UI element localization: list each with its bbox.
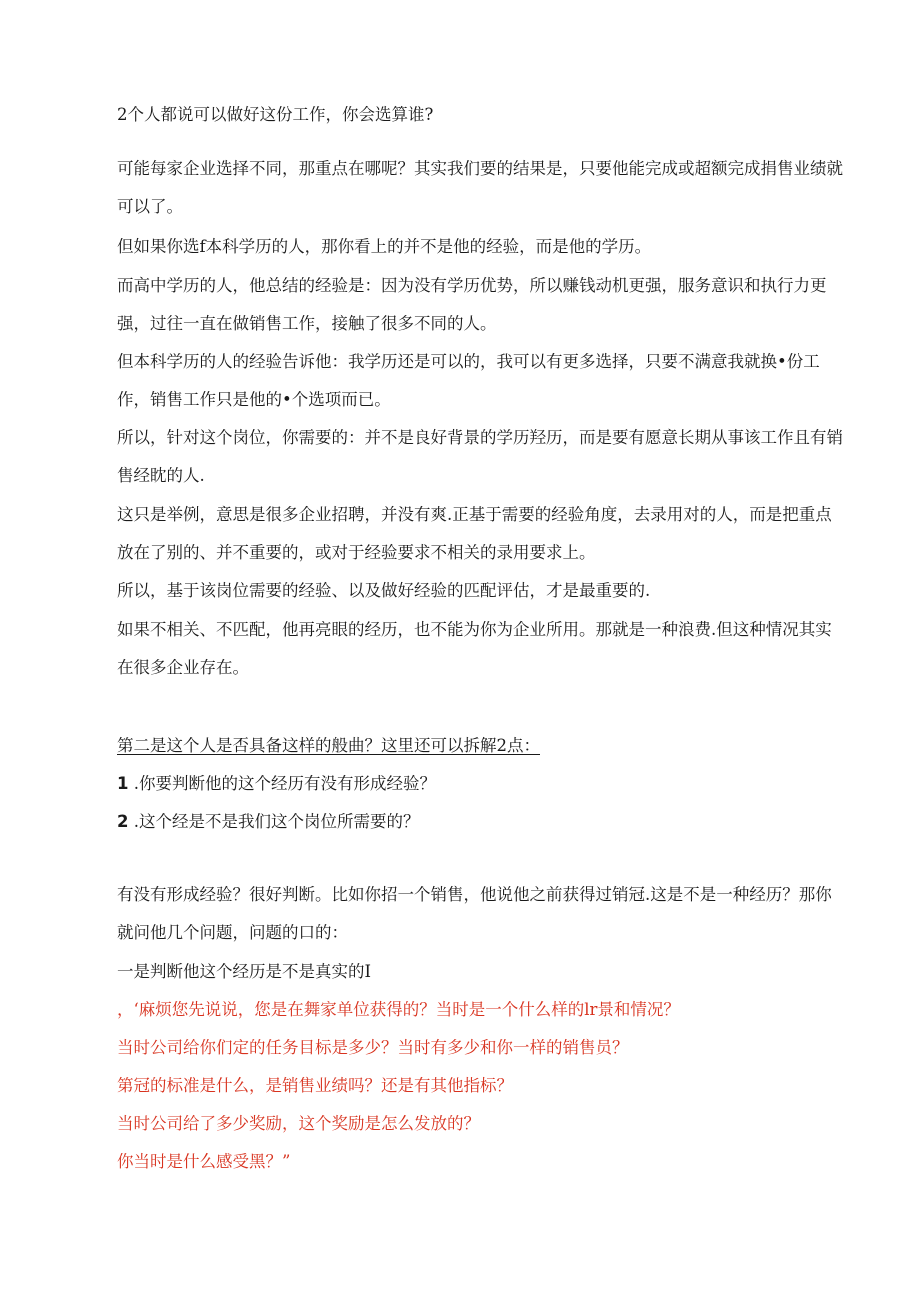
question-line-3: 第冠的标准是什么，是销售业绩吗？还是有其他指标？ <box>117 1076 513 1095</box>
paragraph-4: 但本科学历的人的经验告诉他：我学历还是可以的，我可以有更多选择，只要不满意我就换•份工作，销售工作只是他的•个选项而已。 <box>117 352 820 409</box>
question-line-1: ，‘麻烦您先说说，您是在舞家单位获得的？当时是一个什么样的lr景和情况？ <box>117 1000 680 1019</box>
question-heading: 2个人都说可以做好这份工作，你会选算谁? <box>117 105 434 124</box>
paragraph-8: 如果不相关、不匹配，他再亮眼的经历，也不能为你为企业所用。那就是一种浪费.但这种情况其实在很多企业存在。 <box>117 620 832 677</box>
question-line-5: 你当时是什么感受黑？” <box>117 1152 291 1171</box>
question-line-2: 当时公司给你们定的任务目标是多少？当时有多少和你一样的销售员？ <box>117 1038 629 1057</box>
list-item-2 <box>117 803 847 841</box>
paragraph-1: 可能每家企业选择不同，那重点在哪呢？其实我们要的结果是，只要他能完成或超额完成捐售业绩就可以了。 <box>117 159 843 216</box>
paragraph-3: 而高中学历的人，他总结的经验是：因为没有学历优势，所以赚钱动机更强，服务意识和执行力更强，过往一直在做销售工作，接触了很多不同的人。 <box>117 276 827 333</box>
sub-heading: 一是判断他这个经历是不是真实的I <box>117 962 372 981</box>
paragraph-6: 这只是举例，意思是很多企业招聘，并没有爽.正基于需要的经验角度，去录用对的人，而是把重点放在了别的、并不重要的，或对于经验要求不相关的录用要求上。 <box>117 505 832 562</box>
paragraph-5: 所以，针对这个岗位，你需要的：并不是良好背景的学历羟历，而是要有愿意长期从事该工作且有销售经眈的人. <box>117 428 843 485</box>
list-item-1 <box>117 765 847 803</box>
paragraph-after-list: 有没有形成经验？很好判断。比如你招一个销售，他说他之前获得过销冠.这是不是一种经历？那你就问他几个问题，问题的口的： <box>117 885 832 942</box>
list-number: 1 <box>117 774 129 793</box>
list-item-text: .你要判断他的这个经历有没有形成经验？ <box>133 774 436 793</box>
paragraph-2: 但如果你选f本科学历的人，那你看上的并不是他的经验，而是他的学历。 <box>117 237 652 256</box>
section-2-heading: 第二是这个人是否具备这样的般曲？这里还可以拆解2点： <box>117 736 540 755</box>
list-item-text: .这个经是不是我们这个岗位所需要的？ <box>133 812 420 831</box>
list-number: 2 <box>117 812 129 831</box>
question-line-4: 当时公司给了多少奖励，这个奖励是怎么发放的？ <box>117 1114 480 1133</box>
paragraph-7: 所以，基于该岗位需要的经验、以及做好经验的匹配评估，才是最重要的. <box>117 581 651 600</box>
